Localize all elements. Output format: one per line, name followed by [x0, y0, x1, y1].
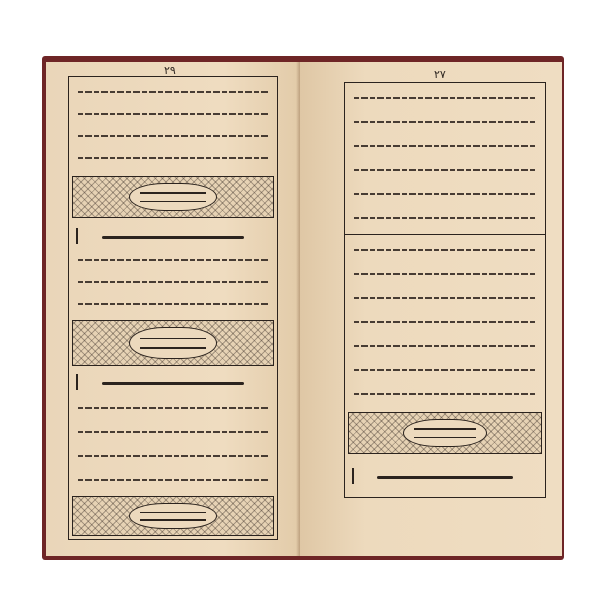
- text-line: [74, 272, 272, 290]
- right-page: [300, 62, 562, 556]
- text-line: [350, 160, 540, 178]
- text-line: [74, 126, 272, 144]
- text-line: [350, 88, 540, 106]
- text-line: [350, 264, 540, 282]
- text-line: [350, 240, 540, 258]
- surah-header-panel: [348, 412, 542, 454]
- text-line: [74, 294, 272, 312]
- right-page-number: ٢٧: [434, 68, 446, 81]
- text-line: [74, 148, 272, 166]
- section-divider: [344, 234, 546, 235]
- left-page-number: ٢٩: [164, 64, 176, 77]
- text-line: [74, 104, 272, 122]
- text-line: [74, 250, 272, 268]
- text-line: [350, 384, 540, 402]
- surah-header-panel: [72, 320, 274, 366]
- surah-header-panel: [72, 496, 274, 536]
- text-line: [350, 112, 540, 130]
- text-line: [74, 82, 272, 100]
- basmala: [348, 466, 542, 488]
- text-line: [350, 184, 540, 202]
- text-line: [74, 422, 272, 440]
- text-line: [350, 312, 540, 330]
- text-line: [74, 398, 272, 416]
- text-line: [350, 136, 540, 154]
- text-line: [350, 360, 540, 378]
- left-page: [46, 62, 300, 556]
- text-line: [350, 208, 540, 226]
- text-line: [74, 446, 272, 464]
- text-line: [350, 336, 540, 354]
- basmala: [72, 226, 274, 248]
- surah-header-panel: [72, 176, 274, 218]
- basmala: [72, 372, 274, 394]
- text-line: [350, 288, 540, 306]
- text-line: [74, 470, 272, 488]
